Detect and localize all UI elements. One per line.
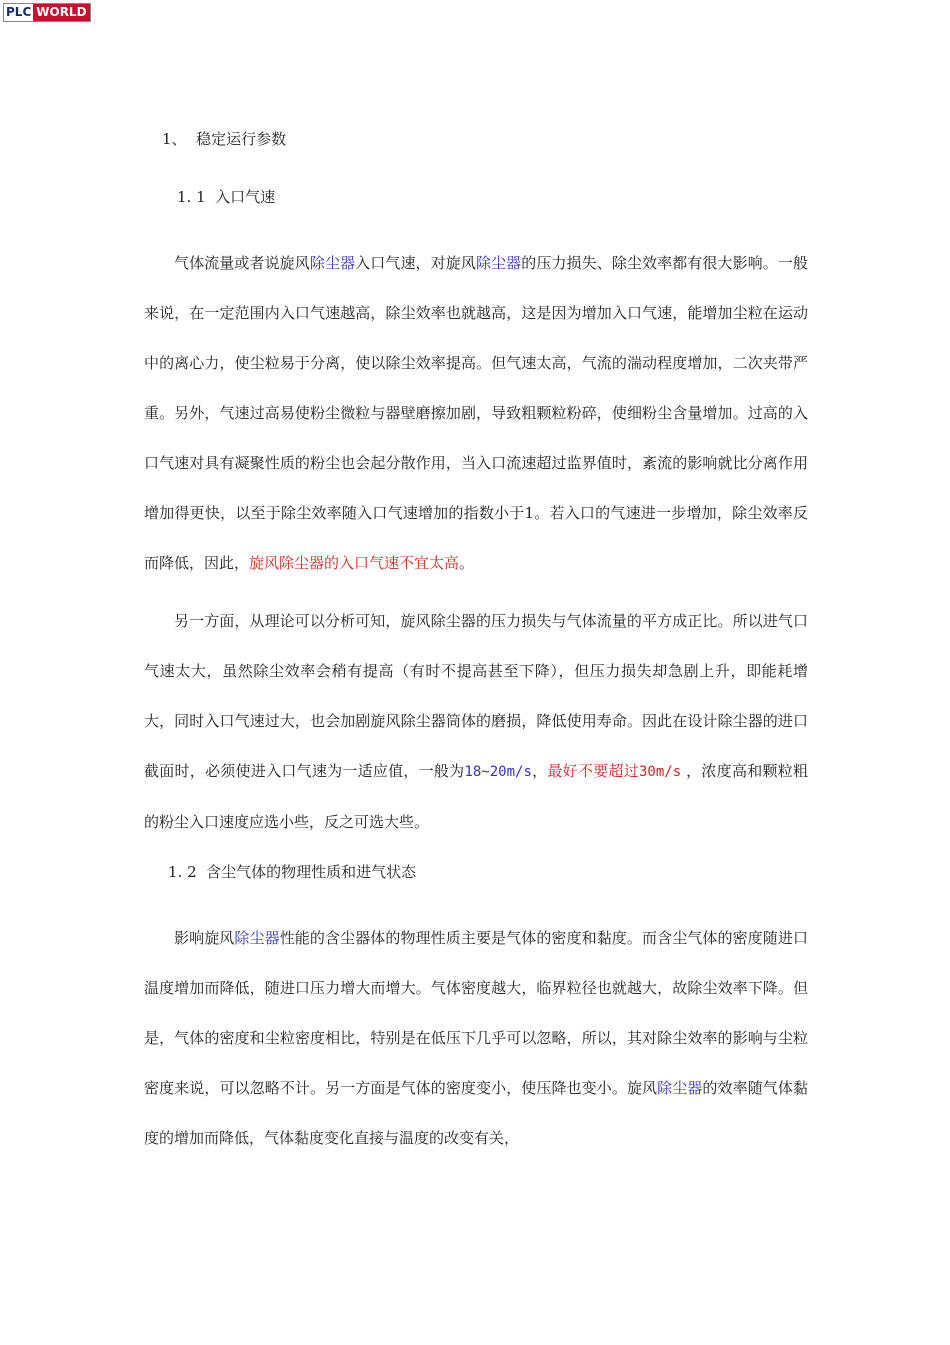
link-dust-collector[interactable]: 除尘器 xyxy=(657,1079,703,1097)
paragraph-inlet-velocity xyxy=(144,238,808,588)
text-run: 的效率随气体黏度的增加而降低，气体黏度变化直接与温度的改变有关， xyxy=(144,1079,808,1147)
logo-world-text: WORLD xyxy=(33,4,89,21)
section-heading-1-1: 1. 1 入口气速 xyxy=(177,188,276,206)
emphasis-text: 最好不要超过 xyxy=(547,762,639,780)
text-run: 影响旋风 xyxy=(174,929,235,947)
link-dust-collector[interactable]: 除尘器 xyxy=(234,929,280,947)
velocity-limit-value: 30m/s xyxy=(638,764,682,780)
section-heading-1-2: 1. 2 含尘气体的物理性质和进气状态 xyxy=(168,863,417,881)
link-dust-collector[interactable]: 除尘器 xyxy=(475,254,522,272)
paragraph-gas-properties xyxy=(144,913,808,1163)
logo-plc-text: PLC xyxy=(6,5,32,19)
plcworld-logo xyxy=(3,3,91,22)
link-dust-collector[interactable]: 除尘器 xyxy=(309,254,356,272)
text-run: ， xyxy=(531,762,548,780)
text-run: 入口气速，对旋风 xyxy=(355,254,476,272)
emphasis-text: 旋风除尘器的入口气速不宜太高 xyxy=(249,554,460,572)
section-heading-1: 1、 稳定运行参数 xyxy=(162,130,287,148)
text-run: 气体流量或者说旋风 xyxy=(174,254,310,272)
text-run: 。 xyxy=(459,554,475,572)
text-run: 另一方面，从理论可以分析可知，旋风除尘器的压力损失与气体流量的平方成正比。所以进气口气速太大，虽然除尘效率会稍有提高（有时不提高甚至下降），但压力损失却急剧上升，即能耗增大，同时入口气速过大，也会加剧旋风除尘器筒体的磨损，降低使用寿命。因此在设计除尘器的进口截面时，必须使进入口气速为一适应值，一般为 xyxy=(144,612,808,780)
text-run: 的压力损失、除尘效率都有很大影响。一般来说，在一定范围内入口气速越高，除尘效率也就越高，这是因为增加入口气速，能增加尘粒在运动中的离心力，使尘粒易于分离，使以除尘效率提高。但气速太高，气流的湍动程度增加，二次夹带严重。另外，气速过高易使粉尘微粒与器壁磨擦加剧，导致粗颗粒粉碎，使细粉尘含量增加。过高的入口气速对具有凝聚性质的粉尘也会起分散作用，当入口流速超过监界值时，紊流的影响就比分离作用增加得更快，以至于除尘效率随入口气速增加的指数小于1。若入口的气速进一步增加，除尘效率反而降低，因此， xyxy=(144,254,808,572)
velocity-range-value: 18~20m/s xyxy=(464,764,532,780)
paragraph-pressure-loss xyxy=(144,596,808,847)
text-run: ，浓度高和颗粒粗的粉尘入口速度应选小些，反之可选大些。 xyxy=(144,762,808,831)
text-run: 性能的含尘器体的物理性质主要是气体的密度和黏度。而含尘气体的密度随进口温度增加而降低，随进口压力增大而增大。气体密度越大，临界粒径也就越大，故除尘效率下降。但是，气体的密度和尘粒密度相比，特别是在低压下几乎可以忽略，所以，其对除尘效率的影响与尘粒密度来说，可以忽略不计。另一方面是气体的密度变小，使压降也变小。旋风 xyxy=(144,929,808,1097)
document-body xyxy=(144,122,808,1171)
